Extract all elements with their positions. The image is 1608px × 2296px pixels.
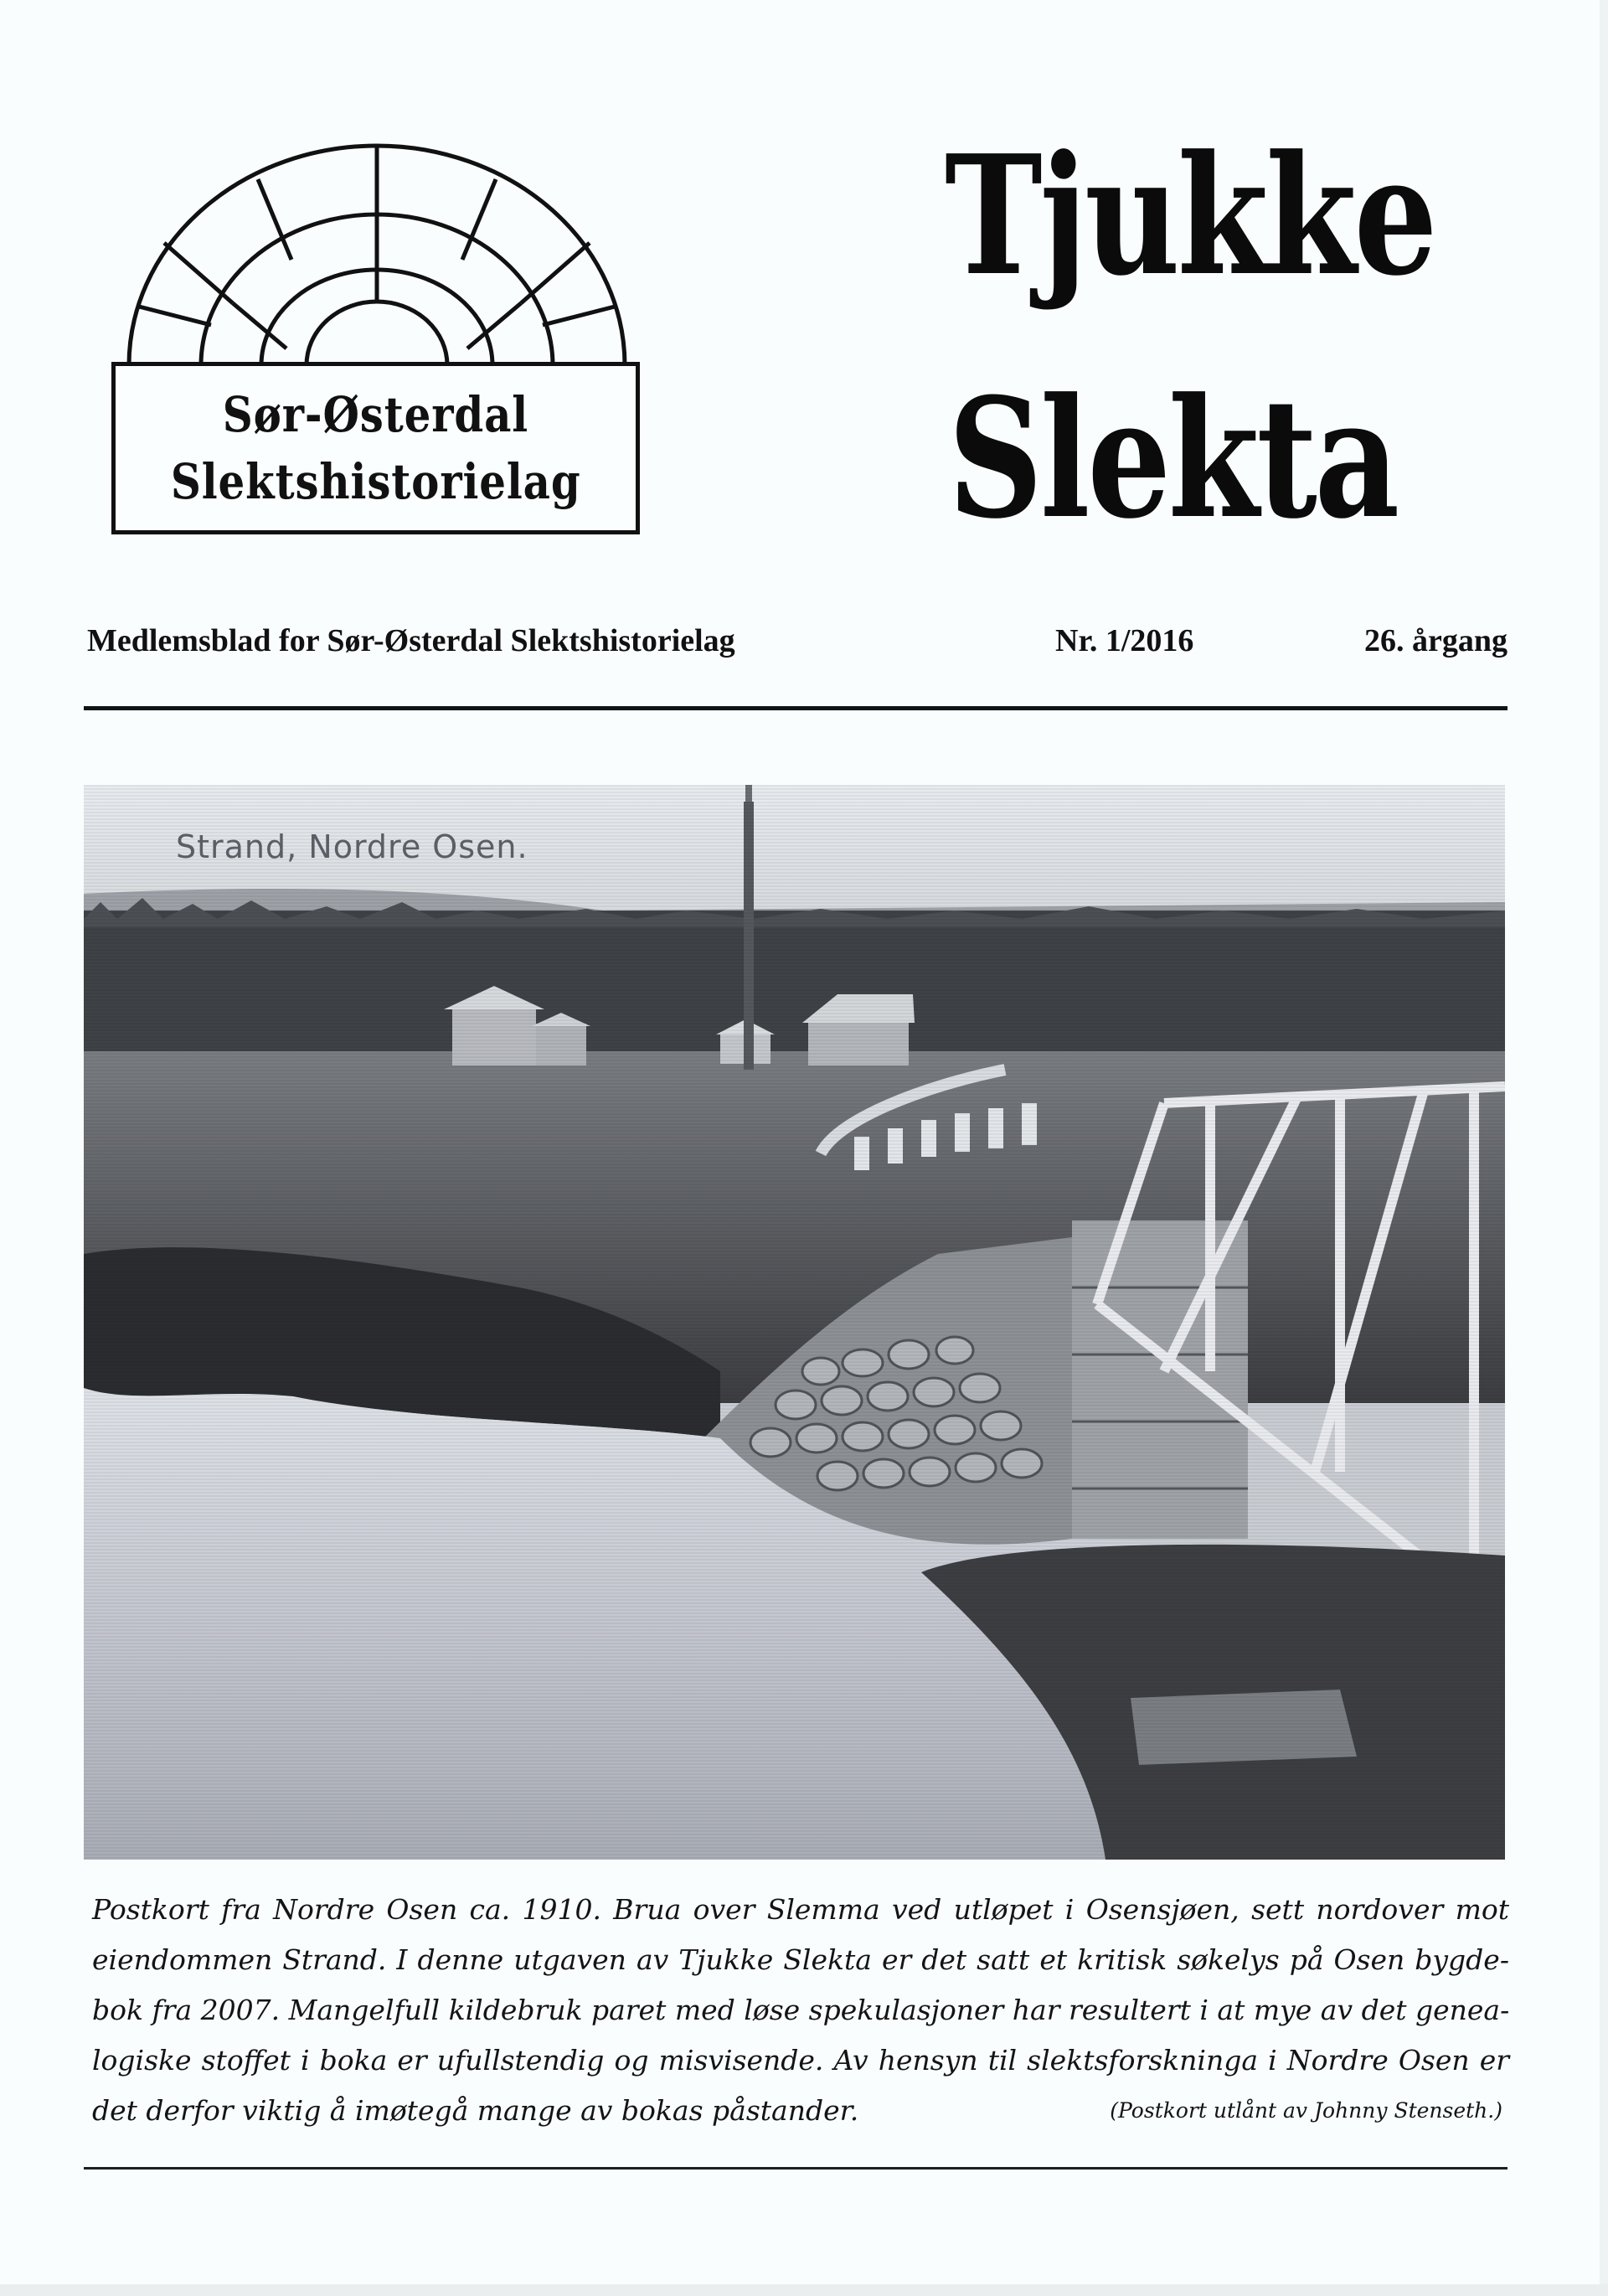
society-logo bbox=[109, 126, 649, 544]
caption-last-row bbox=[92, 2086, 1509, 2136]
masthead-title-line-1: Tjukke bbox=[945, 120, 1435, 312]
photo-credit: (Postkort utlånt av Johnny Stenseth.) bbox=[1110, 2098, 1502, 2123]
issue-number: Nr. 1/2016 bbox=[1055, 623, 1194, 658]
logo-nameplate bbox=[111, 362, 640, 534]
logo-line-1: Sør-Østerdal bbox=[222, 386, 529, 443]
header-divider bbox=[84, 706, 1508, 710]
page-bottom-edge bbox=[0, 2284, 1608, 2296]
photo-caption bbox=[92, 1885, 1509, 2136]
caption-line: eiendommen Strand. I denne utgaven av Tjukke Slekta er det satt et kritisk søkelys på Osen bygde- bbox=[92, 1943, 1509, 1976]
cover-photo bbox=[84, 785, 1505, 1860]
logo-line-2: Slektshistorielag bbox=[170, 453, 581, 510]
masthead-title-line-2: Slekta bbox=[947, 363, 1398, 555]
volume-year: 26. årgang bbox=[1364, 623, 1508, 658]
publication-name: Medlemsblad for Sør-Østerdal Slektshistorielag bbox=[87, 623, 735, 658]
issue-info-row bbox=[84, 620, 1508, 662]
page-edge bbox=[1600, 0, 1608, 2296]
footer-divider bbox=[84, 2167, 1508, 2170]
caption-line: det derfor viktig å imøtegå mange av bokas påstander. bbox=[92, 2094, 859, 2127]
arch-icon bbox=[109, 126, 649, 377]
postcard-photo bbox=[84, 785, 1505, 1860]
caption-line: Postkort fra Nordre Osen ca. 1910. Brua over Slemma ved utløpet i Osensjøen, sett nordover mot bbox=[92, 1893, 1509, 1926]
caption-line: logiske stoffet i boka er ufullstendig og misvisende. Av hensyn til slektsforskninga i Nordre Osen er bbox=[92, 2044, 1509, 2077]
caption-line: bok fra 2007. Mangelfull kildebruk paret med løse spekulasjoner har resultert i at mye av det genea- bbox=[92, 1994, 1510, 2026]
postcard-label: Strand, Nordre Osen. bbox=[176, 828, 528, 865]
